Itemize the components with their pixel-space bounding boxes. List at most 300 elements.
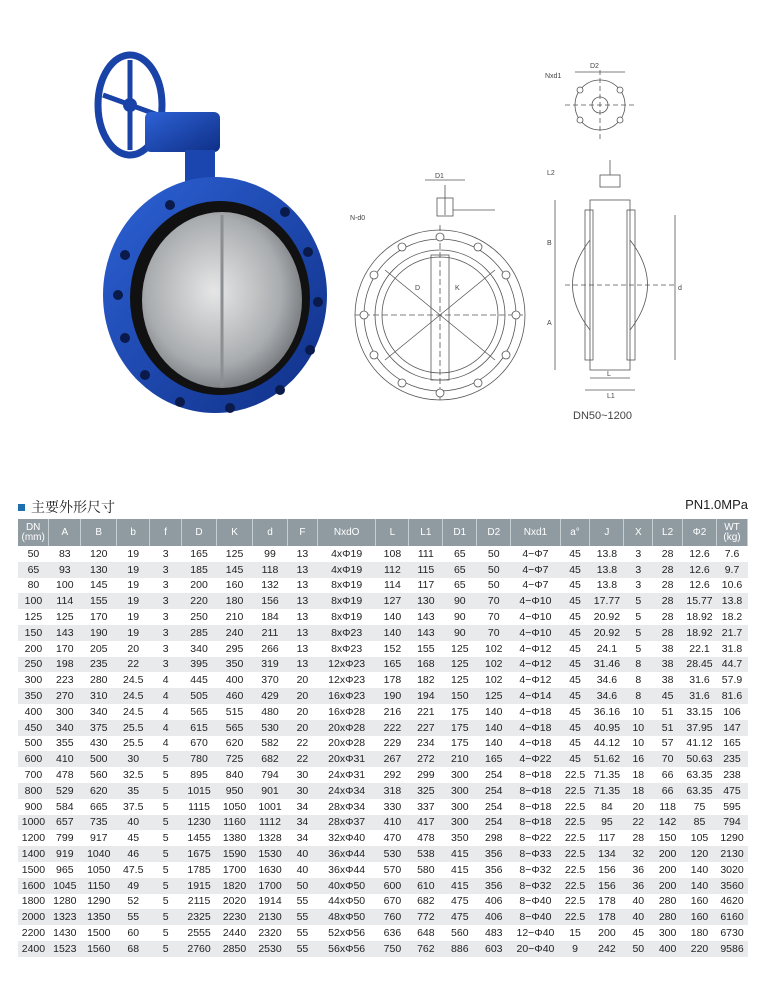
- table-cell: 156: [590, 862, 624, 878]
- table-cell: 134: [590, 846, 624, 862]
- table-cell: 165: [477, 751, 511, 767]
- table-cell: 18.2: [716, 609, 747, 625]
- table-cell: 45: [560, 625, 590, 641]
- table-cell: 45: [560, 578, 590, 594]
- table-cell: 310: [81, 688, 117, 704]
- table-cell: 210: [443, 751, 477, 767]
- table-cell: 254: [477, 799, 511, 815]
- table-cell: 13.8: [716, 593, 747, 609]
- table-cell: 13: [288, 657, 318, 673]
- table-cell: 370: [253, 672, 288, 688]
- table-cell: 2400: [18, 941, 49, 957]
- table-cell: 38: [653, 641, 683, 657]
- table-cell: 584: [49, 799, 81, 815]
- table-cell: 13.8: [590, 578, 624, 594]
- table-cell: 356: [477, 846, 511, 862]
- table-cell: 52: [117, 894, 150, 910]
- table-cell: 478: [49, 767, 81, 783]
- table-cell: 19: [117, 562, 150, 578]
- table-cell: 20: [288, 704, 318, 720]
- table-row: [18, 767, 748, 783]
- table-cell: 1430: [49, 925, 81, 941]
- table-cell: 150: [653, 830, 683, 846]
- table-cell: 115: [409, 562, 443, 578]
- table-cell: 565: [217, 720, 253, 736]
- table-cell: 300: [653, 925, 683, 941]
- table-cell: 156: [253, 593, 288, 609]
- table-cell: 670: [376, 894, 409, 910]
- table-cell: 216: [376, 704, 409, 720]
- table-cell: 3: [624, 546, 653, 562]
- table-cell: 285: [182, 625, 217, 641]
- table-cell: 340: [81, 704, 117, 720]
- column-header: D1: [443, 519, 477, 546]
- column-header: L: [376, 519, 409, 546]
- column-header: WT (kg): [716, 519, 747, 546]
- table-cell: 24xΦ34: [317, 783, 376, 799]
- table-cell: 20: [288, 720, 318, 736]
- table-cell: 44xΦ50: [317, 894, 376, 910]
- table-row: [18, 641, 748, 657]
- table-cell: 8: [624, 688, 653, 704]
- table-cell: 4: [150, 704, 182, 720]
- table-cell: 8−Φ18: [511, 815, 560, 831]
- table-cell: 330: [376, 799, 409, 815]
- square-bullet-icon: [18, 504, 25, 511]
- table-cell: 4−Φ18: [511, 720, 560, 736]
- column-header: b: [117, 519, 150, 546]
- table-cell: 37.5: [117, 799, 150, 815]
- table-cell: 22.5: [560, 846, 590, 862]
- table-cell: 99: [253, 546, 288, 562]
- table-cell: 140: [376, 609, 409, 625]
- table-cell: 40: [288, 846, 318, 862]
- table-row: [18, 941, 748, 957]
- table-cell: 595: [716, 799, 747, 815]
- table-cell: 18.92: [683, 625, 717, 641]
- table-cell: 22.5: [560, 799, 590, 815]
- table-cell: 35: [117, 783, 150, 799]
- table-cell: 3: [150, 578, 182, 594]
- table-cell: 140: [683, 878, 717, 894]
- column-header: B: [81, 519, 117, 546]
- pressure-rating: PN1.0MPa: [685, 497, 748, 512]
- table-cell: 4−Φ18: [511, 736, 560, 752]
- table-cell: 60: [117, 925, 150, 941]
- table-cell: 40: [624, 909, 653, 925]
- table-cell: 120: [683, 846, 717, 862]
- table-cell: 400: [217, 672, 253, 688]
- table-cell: 132: [253, 578, 288, 594]
- table-cell: 15: [560, 925, 590, 941]
- table-cell: 299: [409, 767, 443, 783]
- table-cell: 22.5: [560, 862, 590, 878]
- table-cell: 111: [409, 546, 443, 562]
- table-cell: 950: [217, 783, 253, 799]
- table-cell: 4−Φ7: [511, 578, 560, 594]
- column-header: Φ2: [683, 519, 717, 546]
- table-cell: 70: [477, 625, 511, 641]
- table-row: [18, 704, 748, 720]
- table-row: [18, 909, 748, 925]
- table-row: [18, 688, 748, 704]
- table-cell: 102: [477, 657, 511, 673]
- table-cell: 10: [624, 736, 653, 752]
- table-cell: 735: [81, 815, 117, 831]
- table-cell: 117: [409, 578, 443, 594]
- table-cell: 20xΦ28: [317, 720, 376, 736]
- side-view-drawing: [545, 60, 695, 400]
- table-cell: 45: [560, 751, 590, 767]
- table-cell: 41.12: [683, 736, 717, 752]
- table-row: [18, 625, 748, 641]
- table-cell: 51: [653, 704, 683, 720]
- table-cell: 118: [253, 562, 288, 578]
- table-cell: 24.5: [117, 688, 150, 704]
- table-cell: 250: [18, 657, 49, 673]
- table-cell: 63.35: [683, 783, 717, 799]
- table-cell: 20.92: [590, 625, 624, 641]
- table-cell: 165: [376, 657, 409, 673]
- table-cell: 8−Φ18: [511, 799, 560, 815]
- table-cell: 5: [150, 767, 182, 783]
- table-cell: 4−Φ10: [511, 625, 560, 641]
- table-header-row: [18, 519, 748, 546]
- table-cell: 38: [653, 672, 683, 688]
- table-cell: 2850: [217, 941, 253, 957]
- table-cell: 8−Φ18: [511, 767, 560, 783]
- table-cell: 610: [409, 878, 443, 894]
- table-cell: 1050: [81, 862, 117, 878]
- valve-photo: [70, 40, 330, 420]
- table-cell: 400: [653, 941, 683, 957]
- table-cell: 130: [81, 562, 117, 578]
- table-cell: 125: [217, 546, 253, 562]
- table-cell: 1160: [217, 815, 253, 831]
- table-cell: 32: [624, 846, 653, 862]
- table-cell: 168: [409, 657, 443, 673]
- table-cell: 5: [150, 878, 182, 894]
- table-cell: 505: [182, 688, 217, 704]
- table-cell: 36: [624, 862, 653, 878]
- table-cell: 8xΦ23: [317, 641, 376, 657]
- table-cell: 6160: [716, 909, 747, 925]
- table-cell: 340: [182, 641, 217, 657]
- table-cell: 40: [624, 894, 653, 910]
- table-cell: 19: [117, 609, 150, 625]
- table-cell: 50.63: [683, 751, 717, 767]
- table-cell: 1290: [81, 894, 117, 910]
- table-cell: 45: [624, 925, 653, 941]
- table-cell: 636: [376, 925, 409, 941]
- table-row: [18, 672, 748, 688]
- table-cell: 200: [182, 578, 217, 594]
- table-cell: 3: [624, 562, 653, 578]
- table-cell: 56xΦ56: [317, 941, 376, 957]
- table-cell: 5: [150, 751, 182, 767]
- table-cell: 1700: [253, 878, 288, 894]
- table-cell: 682: [409, 894, 443, 910]
- table-cell: 460: [217, 688, 253, 704]
- table-cell: 160: [217, 578, 253, 594]
- table-cell: 295: [217, 641, 253, 657]
- table-cell: 83: [49, 546, 81, 562]
- table-cell: 254: [477, 767, 511, 783]
- table-cell: 4−Φ22: [511, 751, 560, 767]
- table-cell: 155: [409, 641, 443, 657]
- table-cell: 375: [81, 720, 117, 736]
- table-cell: 25.5: [117, 720, 150, 736]
- table-cell: 28: [624, 830, 653, 846]
- table-cell: 3: [150, 641, 182, 657]
- table-cell: 234: [409, 736, 443, 752]
- table-cell: 155: [81, 593, 117, 609]
- table-cell: 1675: [182, 846, 217, 862]
- table-cell: 50: [477, 546, 511, 562]
- table-cell: 48xΦ50: [317, 909, 376, 925]
- table-cell: 8−Φ40: [511, 909, 560, 925]
- table-cell: 16xΦ23: [317, 688, 376, 704]
- table-cell: 55: [117, 909, 150, 925]
- table-cell: 780: [182, 751, 217, 767]
- table-cell: 4−Φ18: [511, 704, 560, 720]
- table-cell: 145: [217, 562, 253, 578]
- table-cell: 30: [288, 767, 318, 783]
- table-cell: 1112: [253, 815, 288, 831]
- table-cell: 620: [217, 736, 253, 752]
- table-cell: 406: [477, 894, 511, 910]
- table-cell: 46: [117, 846, 150, 862]
- table-cell: 22.5: [560, 767, 590, 783]
- table-row: [18, 609, 748, 625]
- table-cell: 19: [117, 578, 150, 594]
- table-cell: 20: [288, 672, 318, 688]
- table-cell: 350: [217, 657, 253, 673]
- label-nxd1: Nxd1: [545, 73, 562, 80]
- table-cell: 49: [117, 878, 150, 894]
- table-cell: 3: [150, 562, 182, 578]
- table-cell: 22.5: [560, 894, 590, 910]
- table-cell: 143: [49, 625, 81, 641]
- table-cell: 300: [443, 815, 477, 831]
- table-cell: 18.92: [683, 609, 717, 625]
- table-cell: 28: [653, 562, 683, 578]
- table-cell: 280: [653, 894, 683, 910]
- table-cell: 1380: [217, 830, 253, 846]
- table-cell: 235: [81, 657, 117, 673]
- table-cell: 211: [253, 625, 288, 641]
- table-cell: 227: [409, 720, 443, 736]
- table-cell: 4: [150, 720, 182, 736]
- table-cell: 127: [376, 593, 409, 609]
- table-cell: 2230: [217, 909, 253, 925]
- table-cell: 8−Φ32: [511, 878, 560, 894]
- table-cell: 20: [117, 641, 150, 657]
- table-cell: 13.8: [590, 546, 624, 562]
- table-cell: 280: [653, 909, 683, 925]
- table-cell: 198: [49, 657, 81, 673]
- table-cell: 5: [624, 641, 653, 657]
- table-cell: 5: [150, 894, 182, 910]
- table-cell: 221: [409, 704, 443, 720]
- table-cell: 480: [253, 704, 288, 720]
- table-cell: 36xΦ44: [317, 846, 376, 862]
- table-cell: 900: [18, 799, 49, 815]
- table-cell: 4−Φ7: [511, 562, 560, 578]
- table-cell: 55: [288, 925, 318, 941]
- table-cell: 1630: [253, 862, 288, 878]
- table-cell: 140: [477, 736, 511, 752]
- table-cell: 340: [49, 720, 81, 736]
- table-cell: 1820: [217, 878, 253, 894]
- table-cell: 8xΦ19: [317, 593, 376, 609]
- table-cell: 529: [49, 783, 81, 799]
- table-cell: 40xΦ50: [317, 878, 376, 894]
- table-cell: 16: [624, 751, 653, 767]
- table-cell: 50: [18, 546, 49, 562]
- table-cell: 22.5: [560, 878, 590, 894]
- table-cell: 200: [653, 862, 683, 878]
- label-l2: L2: [547, 170, 555, 177]
- table-cell: 65: [443, 562, 477, 578]
- label-n-d0: N-d0: [350, 215, 366, 222]
- table-cell: 100: [49, 578, 81, 594]
- table-row: [18, 830, 748, 846]
- table-cell: 794: [716, 815, 747, 831]
- table-cell: 648: [409, 925, 443, 941]
- table-row: [18, 815, 748, 831]
- dimensions-table-wrap: [18, 519, 748, 957]
- table-cell: 175: [443, 704, 477, 720]
- table-cell: 13: [288, 578, 318, 594]
- table-cell: 90: [443, 625, 477, 641]
- table-cell: 725: [217, 751, 253, 767]
- table-cell: 9586: [716, 941, 747, 957]
- dimensions-table: [18, 519, 748, 957]
- table-cell: 22: [624, 815, 653, 831]
- table-cell: 222: [376, 720, 409, 736]
- table-cell: 886: [443, 941, 477, 957]
- table-cell: 57.9: [716, 672, 747, 688]
- table-cell: 178: [590, 909, 624, 925]
- table-cell: 5: [624, 625, 653, 641]
- table-cell: 760: [376, 909, 409, 925]
- table-cell: 4−Φ10: [511, 609, 560, 625]
- table-cell: 9.7: [716, 562, 747, 578]
- table-cell: 2440: [217, 925, 253, 941]
- table-cell: 570: [376, 862, 409, 878]
- table-cell: 6730: [716, 925, 747, 941]
- table-cell: 538: [409, 846, 443, 862]
- column-header: K: [217, 519, 253, 546]
- column-header: L1: [409, 519, 443, 546]
- table-cell: 156: [590, 878, 624, 894]
- table-cell: 160: [683, 894, 717, 910]
- table-cell: 1500: [18, 862, 49, 878]
- table-cell: 3: [150, 593, 182, 609]
- column-header: NxdO: [317, 519, 376, 546]
- table-row: [18, 925, 748, 941]
- table-cell: 415: [443, 846, 477, 862]
- table-cell: 799: [49, 830, 81, 846]
- table-row: [18, 546, 748, 562]
- table-row: [18, 862, 748, 878]
- table-cell: 178: [590, 894, 624, 910]
- table-row: [18, 720, 748, 736]
- table-cell: 175: [443, 736, 477, 752]
- table-cell: 40.95: [590, 720, 624, 736]
- table-cell: 125: [443, 641, 477, 657]
- table-cell: 4−Φ12: [511, 641, 560, 657]
- table-cell: 5: [150, 941, 182, 957]
- table-cell: 319: [253, 657, 288, 673]
- table-cell: 182: [409, 672, 443, 688]
- column-header: d: [253, 519, 288, 546]
- table-cell: 229: [376, 736, 409, 752]
- table-cell: 20−Φ40: [511, 941, 560, 957]
- table-cell: 38: [653, 657, 683, 673]
- label-K: K: [455, 285, 460, 292]
- table-cell: 2115: [182, 894, 217, 910]
- table-cell: 8: [624, 657, 653, 673]
- table-cell: 580: [409, 862, 443, 878]
- table-cell: 1040: [81, 846, 117, 862]
- table-cell: 5: [150, 815, 182, 831]
- table-cell: 57: [653, 736, 683, 752]
- table-row: [18, 799, 748, 815]
- table-cell: 28: [653, 625, 683, 641]
- table-cell: 125: [49, 609, 81, 625]
- table-cell: 280: [81, 672, 117, 688]
- table-cell: 300: [443, 783, 477, 799]
- table-cell: 12.6: [683, 562, 717, 578]
- table-cell: 2555: [182, 925, 217, 941]
- table-cell: 55: [288, 941, 318, 957]
- table-cell: 21.7: [716, 625, 747, 641]
- table-cell: 13.8: [590, 562, 624, 578]
- table-cell: 45: [560, 562, 590, 578]
- table-cell: 4: [150, 688, 182, 704]
- table-cell: 19: [117, 546, 150, 562]
- table-cell: 31.6: [683, 672, 717, 688]
- table-cell: 1150: [81, 878, 117, 894]
- table-cell: 205: [81, 641, 117, 657]
- table-cell: 45: [560, 704, 590, 720]
- table-cell: 8xΦ23: [317, 625, 376, 641]
- table-cell: 45: [560, 609, 590, 625]
- table-cell: 20: [624, 799, 653, 815]
- table-cell: 4−Φ10: [511, 593, 560, 609]
- table-cell: 200: [653, 878, 683, 894]
- table-cell: 300: [49, 704, 81, 720]
- table-cell: 1914: [253, 894, 288, 910]
- table-cell: 90: [443, 609, 477, 625]
- table-cell: 1045: [49, 878, 81, 894]
- table-cell: 2325: [182, 909, 217, 925]
- table-cell: 682: [253, 751, 288, 767]
- table-cell: 254: [477, 815, 511, 831]
- table-cell: 12.6: [683, 546, 717, 562]
- table-cell: 10.6: [716, 578, 747, 594]
- table-cell: 325: [409, 783, 443, 799]
- table-cell: 415: [443, 878, 477, 894]
- table-cell: 355: [49, 736, 81, 752]
- table-cell: 270: [49, 688, 81, 704]
- table-cell: 20.92: [590, 609, 624, 625]
- table-cell: 895: [182, 767, 217, 783]
- table-cell: 530: [253, 720, 288, 736]
- table-cell: 70: [477, 609, 511, 625]
